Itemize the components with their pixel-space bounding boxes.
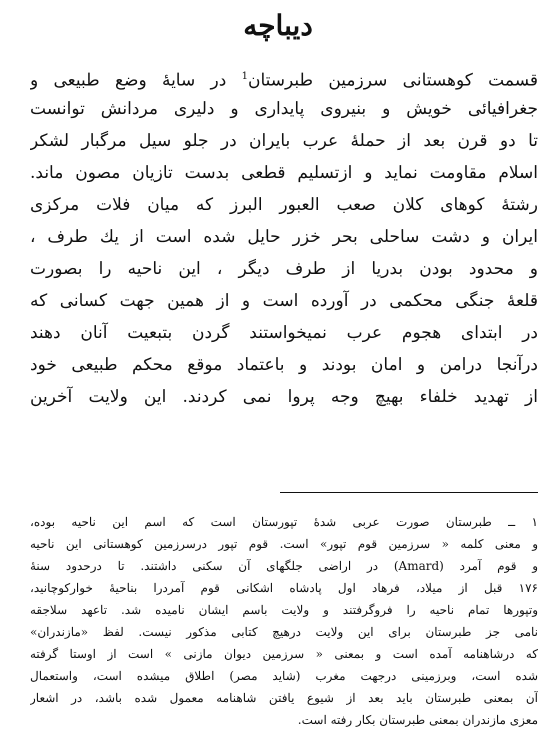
body-line-6: ایران و دشت ساحلی بحر خزر حایل شده است از یك طرف ، [30, 227, 538, 247]
body-line-1-text: قسمت کوهستانی سرزمین طبرستان [247, 70, 538, 91]
body-line-3: تا دو قرن بعد از حملهٔ عرب بایران در جلو سیل مرگبار لشکر [30, 131, 538, 151]
body-line-4: اسلام مقاومت نماید و ازتسلیم قطعی بدست تازیان مصون ماند. [30, 163, 538, 183]
footnote-line-2: و معنی کلمه « سرزمین قوم تپور» است. قوم تپور درسرزمین کوهستانی این ناحیه [30, 537, 538, 551]
footnote-line-10: معزی مازندران بمعنی طبرستان بکار رفته است. [297, 713, 538, 727]
body-line-9: در ابتدای هجوم عرب نمیخواستند گردن بتبعیت آنان دهند [30, 323, 538, 343]
footnote-line-5: وتپورها تمام ناحیه را فروگرفتند و ولایت باسم ایشان نامیده شد. تاعهد سلاجقه [30, 603, 538, 617]
footnote-line-4: ۱۷۶ قبل از میلاد، فرهاد اول پادشاه اشکانی قوم آمردرا بناحیهٔ خوارکوچانید، [30, 581, 538, 595]
body-line-10: درآنجا درامن و امان بودند و باعتماد موقع محکم طبیعی خود [30, 355, 538, 375]
footnote-divider [280, 492, 538, 493]
body-line-2: جغرافیائی خویش و بنیروی پایداری و دلیری مردانش توانست [30, 99, 538, 119]
body-line-11: از تهدید خلفاء بهیچ وجه پروا نمی کردند. این ولایت آخرین [30, 387, 538, 407]
footnote-line-7: که درشاهنامه آمده است و بمعنی « سرزمین دیوان مازنی » است از اوستا گرفته [30, 647, 538, 661]
body-line-1 [30, 62, 538, 92]
body-line-7: و محدود بودن بدریا از طرف دیگر ، این ناحیه را بصورت [30, 259, 538, 279]
footnote-reference: 1 [241, 71, 248, 82]
footnote-line-3: و قوم آمرد (Amard) در اراضی جلگهای آن سکنی داشتند. تا درحدود سنهٔ [30, 559, 538, 573]
body-line-1-tail: در سایهٔ وضع طبیعی و [30, 70, 227, 91]
footnote-line-6: نامی جز طبرستان برای این ولایت درهیچ کتابی مذکور نیست. لفظ «مازندران» [30, 625, 538, 639]
footnote-line-9: آن بمعنی طبرستان باید بعد از شیوع یافتن شاهنامه معمول شده باشد، در اشعار [30, 691, 538, 705]
footnote-line-8: شده است، وبرزمینی درجهت مغرب (شاید مصر) اطلاق میشده است، واستعمال [30, 669, 538, 683]
body-line-8: قلعهٔ جنگی محکمی در آورده است و از همین جهت کسانی که [30, 291, 538, 311]
footnote-line-1: ۱ ــ طبرستان صورت عربی شدهٔ تپورستان است که اسم این ناحیه بوده، [30, 515, 538, 529]
page-title: دیباچه [243, 9, 313, 42]
body-line-5: رشتهٔ کوهای کلان صعب العبور البرز که میان فلات مرکزی [30, 195, 538, 215]
